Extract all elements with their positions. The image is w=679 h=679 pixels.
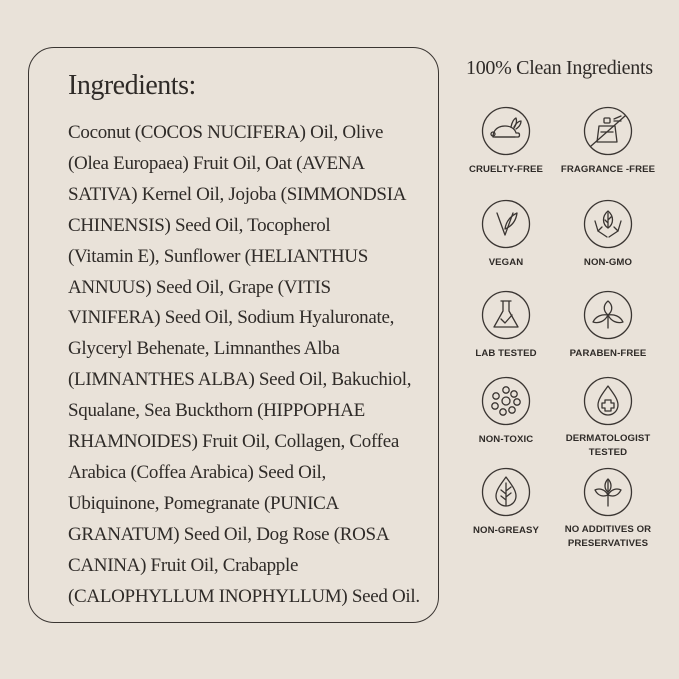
badge-label	[548, 432, 668, 460]
badge-label-line: DERMATOLOGIST	[565, 433, 651, 444]
badge-label: NON-GMO	[583, 257, 633, 268]
badge-label-line: PRESERVATIVES	[567, 538, 649, 549]
drop-cross-icon	[583, 376, 633, 426]
ingredients-card	[28, 47, 439, 623]
ingredient-line: VINIFERA) Seed Oil, Sodium Hyaluronate,	[68, 307, 395, 329]
sprout-icon	[583, 467, 633, 517]
badge-paraben-free	[548, 290, 668, 361]
clean-ingredients-title: 100% Clean Ingredients	[466, 57, 653, 79]
badge-fragrance-free	[548, 106, 668, 177]
badge-label-line: TESTED	[588, 447, 628, 458]
drop-leaf-icon	[481, 467, 531, 517]
ingredient-line: Arabica (Coffea Arabica) Seed Oil,	[68, 461, 326, 483]
badge-label-line: NO ADDITIVES OR	[564, 524, 652, 535]
ingredients-title: Ingredients:	[68, 70, 196, 101]
badge-label: NON-TOXIC	[478, 434, 534, 445]
ingredient-line: Squalane, Sea Buckthorn (HIPPOPHAE	[68, 400, 365, 422]
badge-label	[548, 523, 668, 551]
badge-label: FRAGRANCE -FREE	[560, 164, 656, 175]
badge-label: LAB TESTED	[475, 348, 537, 359]
ingredient-line: (Vitamin E), Sunflower (HELIANTHUS	[68, 245, 368, 267]
badge-no-additives	[548, 467, 668, 551]
ingredient-line: Glyceryl Behenate, Limnanthes Alba	[68, 338, 340, 360]
badge-dermatologist-tested	[548, 376, 668, 460]
badge-label: VEGAN	[488, 257, 524, 268]
rabbit-icon	[481, 106, 531, 156]
ingredient-line: CANINA) Fruit Oil, Crabapple	[68, 554, 299, 576]
ingredient-line: GRANATUM) Seed Oil, Dog Rose (ROSA	[68, 523, 390, 545]
ingredient-line: RHAMNOIDES) Fruit Oil, Collagen, Coffea	[68, 431, 399, 453]
ingredient-line: Coconut (COCOS NUCIFERA) Oil, Olive	[68, 122, 384, 143]
ingredient-line: (Olea Europaea) Fruit Oil, Oat (AVENA	[68, 152, 365, 174]
ingredient-line: (LIMNANTHES ALBA) Seed Oil, Bakuchiol,	[68, 369, 412, 391]
ingredient-line: CHINENSIS) Seed Oil, Tocopherol	[68, 214, 331, 236]
ingredient-line: (CALOPHYLLUM INOPHYLLUM) Seed Oil.	[68, 585, 420, 607]
badge-non-gmo	[548, 199, 668, 270]
badge-label: NON-GREASY	[472, 525, 540, 536]
flask-icon	[481, 290, 531, 340]
ingredients-list	[68, 118, 420, 613]
swirl-icon	[481, 376, 531, 426]
no-perfume-icon	[583, 106, 633, 156]
leaf-icon	[481, 199, 531, 249]
hands-leaf-icon	[583, 199, 633, 249]
ingredient-line: Ubiquinone, Pomegranate (PUNICA	[68, 492, 339, 514]
ingredient-line: ANNUUS) Seed Oil, Grape (VITIS	[68, 276, 331, 298]
badge-label: PARABEN-FREE	[569, 348, 647, 359]
triple-leaf-icon	[583, 290, 633, 340]
badge-label: CRUELTY-FREE	[468, 164, 544, 175]
ingredient-line: SATIVA) Kernel Oil, Jojoba (SIMMONDSIA	[68, 183, 407, 205]
